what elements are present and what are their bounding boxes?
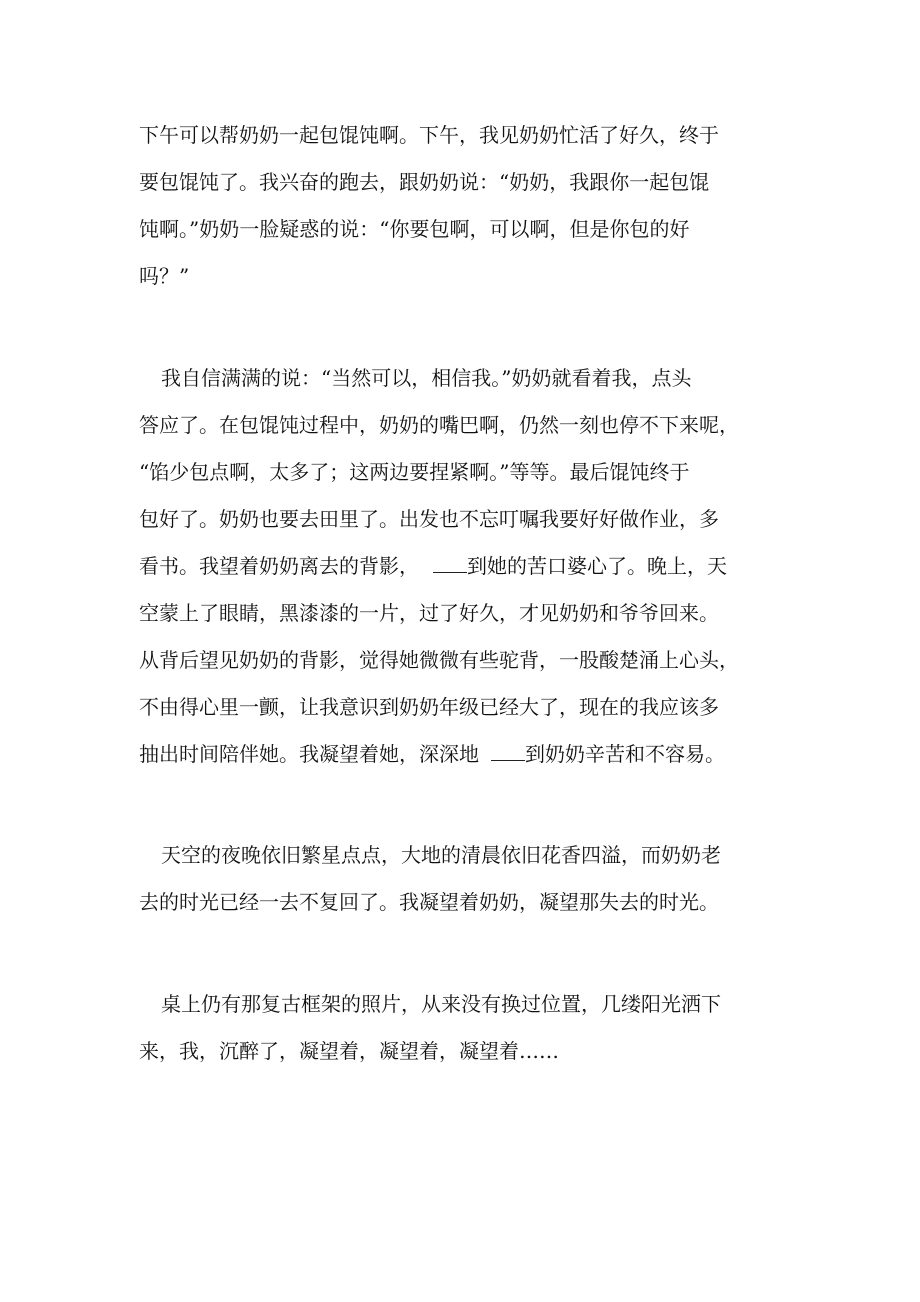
paragraph-3 (139, 832, 789, 926)
text-after-blank: 到奶奶辛苦和不容易。 (525, 742, 725, 766)
text-line-content: 天空的夜晚依旧繁星点点，大地的清晨依旧花香四溢，而奶奶老 (161, 843, 721, 867)
paragraph-1 (139, 112, 789, 300)
text-line: 下午可以帮奶奶一起包馄饨啊。下午，我见奶奶忙活了好久，终于 (139, 123, 719, 147)
paragraph-4 (139, 981, 789, 1075)
paragraph-2 (139, 355, 789, 778)
text-line: “馅少包点啊，太多了；这两边要捏紧啊。”等等。最后馄饨终于 (139, 460, 690, 484)
text-line-content: 我自信满满的说：“当然可以，相信我。”奶奶就看着我，点头 (161, 366, 692, 390)
text-after-blank: 到她的苦口婆心了。晚上，天 (467, 554, 727, 578)
fill-in-blank (433, 554, 467, 573)
text-line: 空蒙上了眼睛，黑漆漆的一片，过了好久，才见奶奶和爷爷回来。 (139, 601, 719, 625)
text-line: 吗？” (139, 264, 190, 288)
text-line (139, 832, 789, 879)
text-line: 去的时光已经一去不复回了。我凝望着奶奶，凝望那失去的时光。 (139, 890, 719, 914)
text-line: 饨啊。”奶奶一脸疑惑的说：“你要包啊，可以啊，但是你包的好 (139, 217, 690, 241)
text-line-with-blank (139, 543, 789, 590)
text-line: 答应了。在包馄饨过程中，奶奶的嘴巴啊，仍然一刻也停不下来呢， (139, 413, 739, 437)
text-line: 来，我，沉醉了，凝望着，凝望着，凝望着…… (139, 1039, 559, 1063)
text-line-with-blank (139, 731, 789, 778)
text-line (139, 981, 789, 1028)
text-before-blank: 抽出时间陪伴她。我凝望着她，深深地 (139, 742, 479, 766)
text-line: 要包馄饨了。我兴奋的跑去，跟奶奶说：“奶奶，我跟你一起包馄 (139, 170, 710, 194)
text-line (139, 355, 789, 402)
text-line: 从背后望见奶奶的背影，觉得她微微有些驼背，一股酸楚涌上心头， (139, 648, 739, 672)
text-before-blank: 看书。我望着奶奶离去的背影， (139, 554, 419, 578)
fill-in-blank (491, 742, 525, 761)
text-line: 不由得心里一颤，让我意识到奶奶年级已经大了，现在的我应该多 (139, 695, 719, 719)
text-line-content: 桌上仍有那复古框架的照片，从来没有换过位置，几缕阳光洒下 (161, 992, 721, 1016)
text-line: 包好了。奶奶也要去田里了。出发也不忘叮嘱我要好好做作业，多 (139, 507, 719, 531)
